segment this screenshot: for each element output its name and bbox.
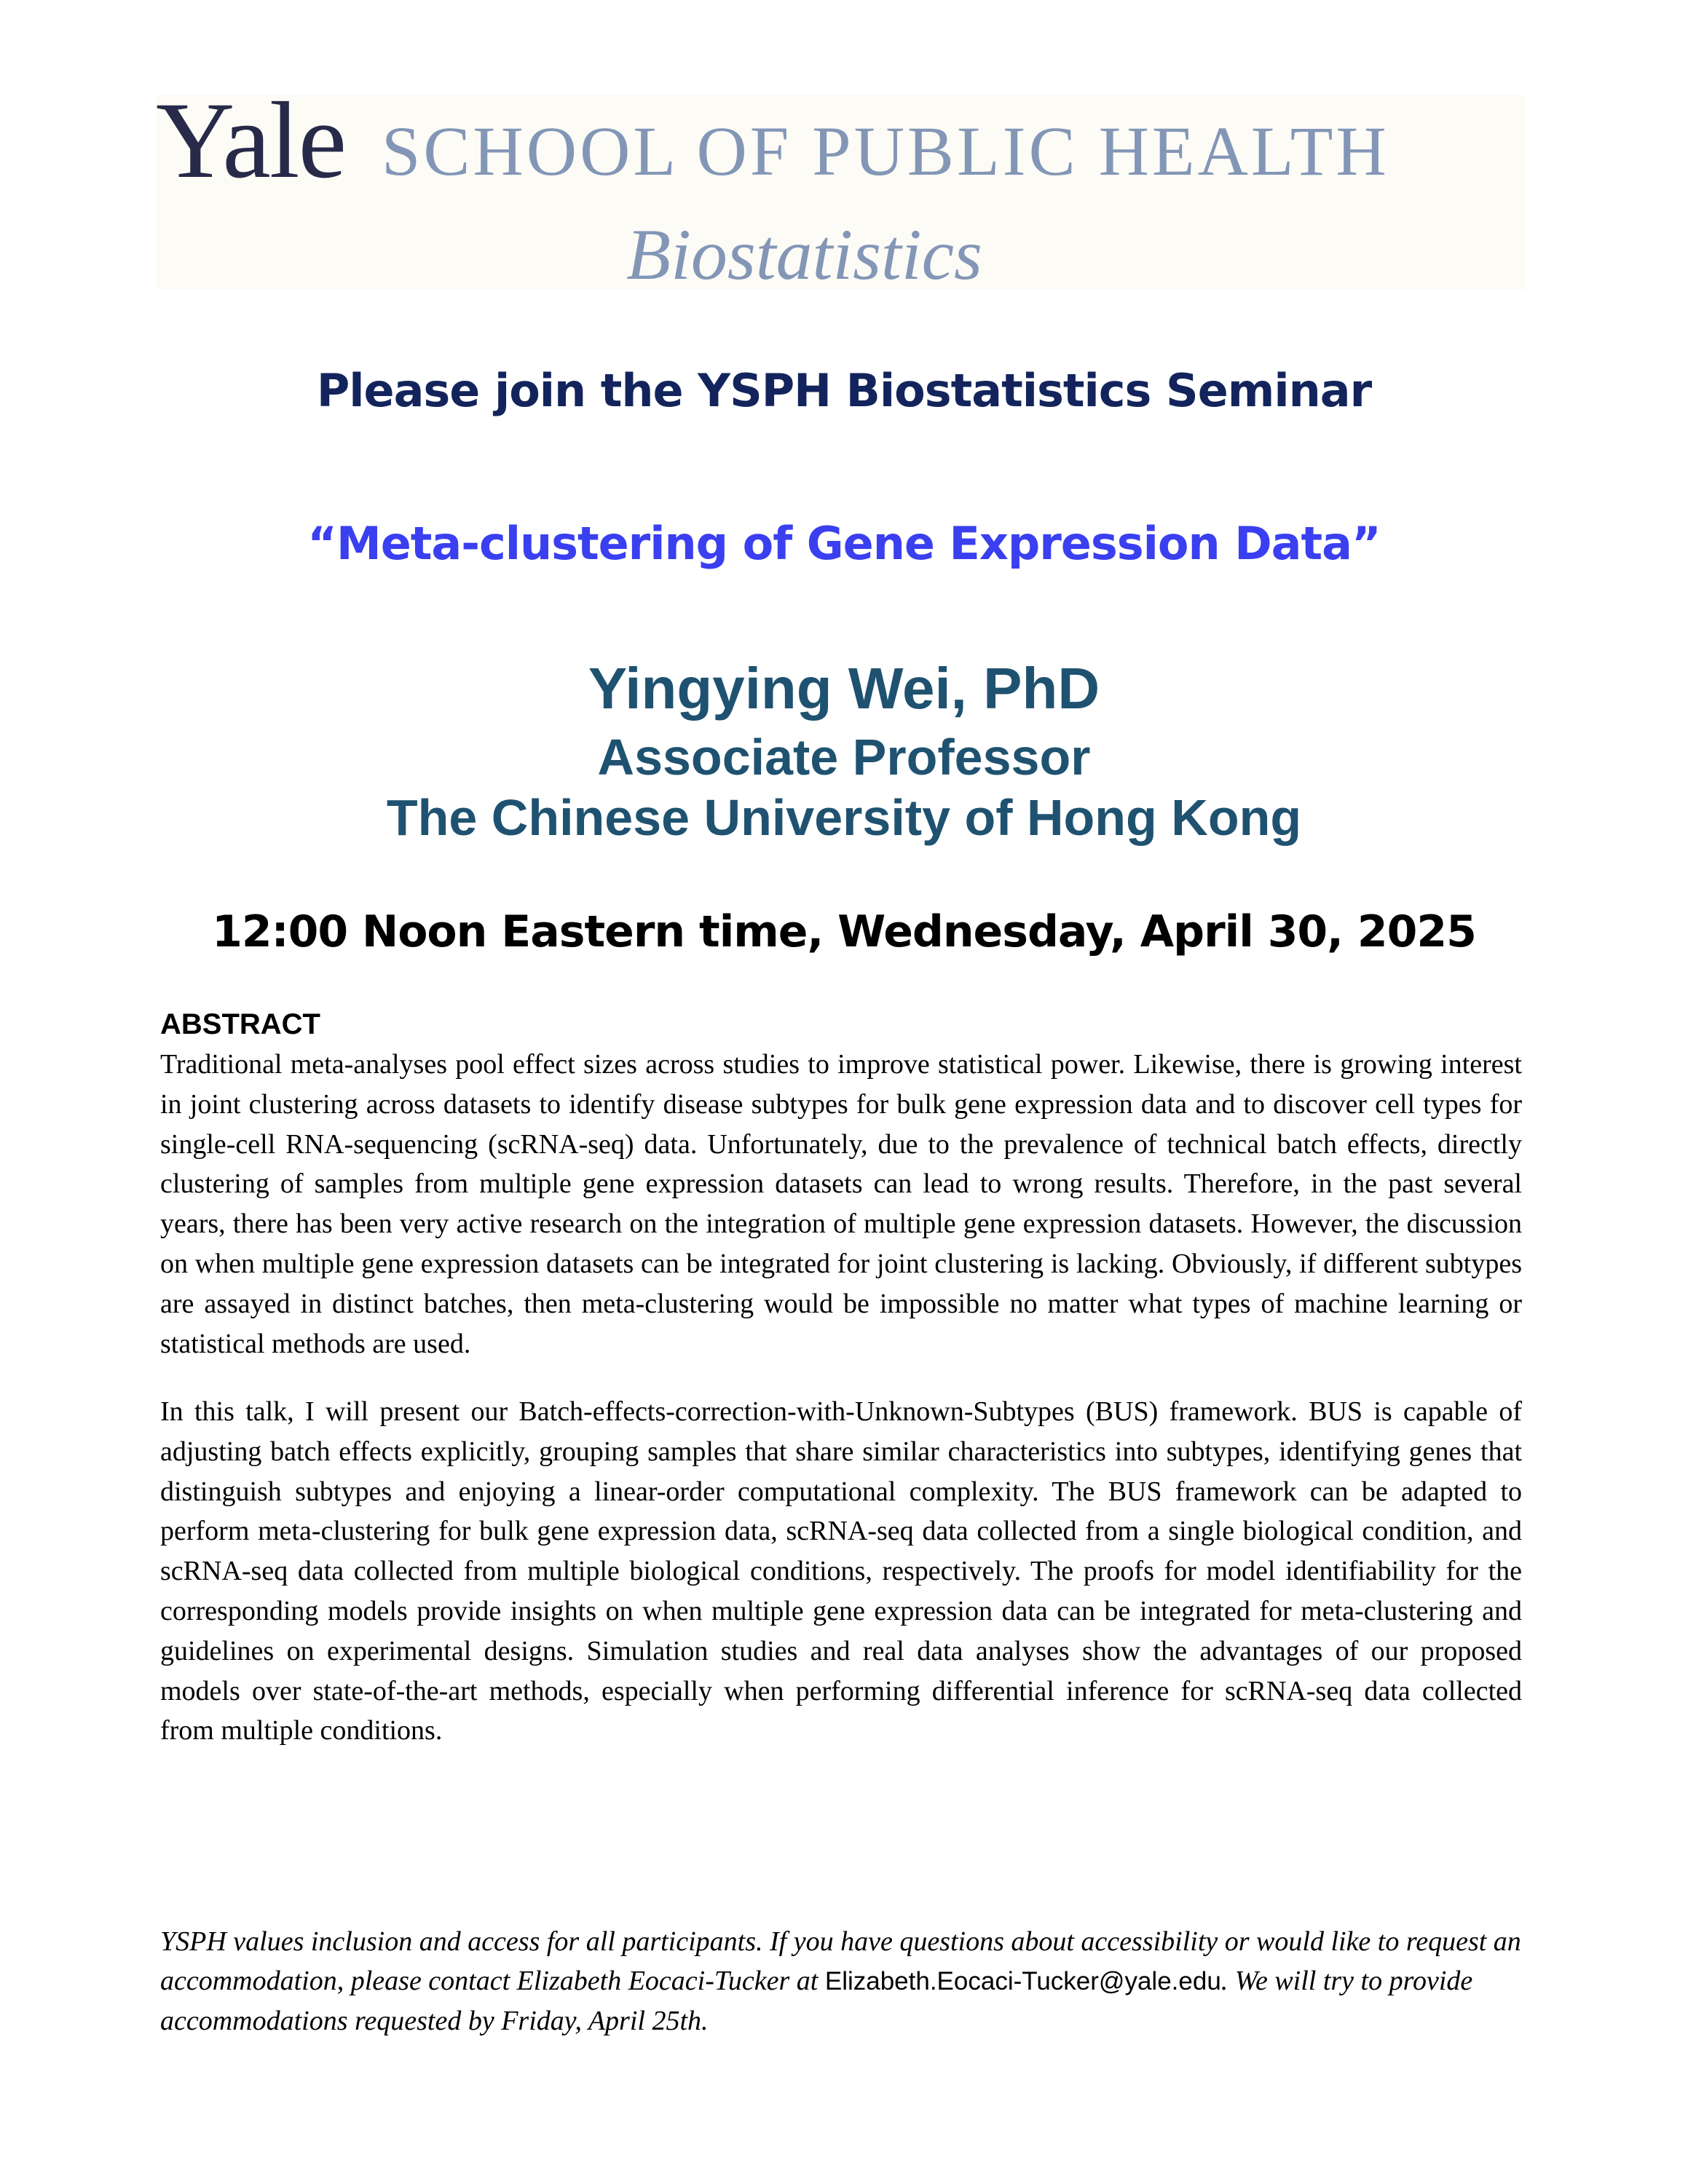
seminar-invitation: Please join the YSPH Biostatistics Seminar: [316, 364, 1372, 417]
abstract-heading: ABSTRACT: [160, 1008, 320, 1040]
speaker-name: Yingying Wei, PhD: [588, 656, 1100, 721]
accessibility-text: YSPH values inclusion and access for all participants. If you have questions about accessibility or would like to request an accommodation, please contact Elizabeth Eocaci-Tucker at: [160, 1926, 1521, 1996]
abstract-paragraph: In this talk, I will present our Batch-effects-correction-with-Unknown-Subtypes (BUS) framework. BUS is capable of adjusting batch effects explicitly, grouping samples that share similar characteristics into subtypes, identifying genes that distinguish subtypes and enjoying a linear-order computational complexity. The BUS framework can be adapted to perform meta-clustering for bulk gene expression data, scRNA-seq data collected from a single biological condition, and scRNA-seq data collected from multiple biological conditions, respectively. The proofs for model identifiability for the corresponding models provide insights on when multiple gene expression data can be integrated for meta-clustering and guidelines on experimental designs. Simulation studies and real data analyses show the advantages of our proposed models over state-of-the-art methods, especially when performing differential inference for scRNA-seq data collected from multiple conditions.: [160, 1396, 1522, 1746]
school-name: SCHOOL OF PUBLIC HEALTH: [382, 112, 1389, 190]
speaker-affiliation: The Chinese University of Hong Kong: [386, 789, 1302, 846]
accessibility-note: [160, 1922, 1529, 2041]
department-name: Biostatistics: [626, 214, 982, 295]
contact-email-link[interactable]: Elizabeth.Eocaci-Tucker@yale.edu: [824, 1967, 1221, 1995]
event-datetime: 12:00 Noon Eastern time, Wednesday, April 30, 2025: [212, 906, 1476, 957]
talk-title: “Meta-clustering of Gene Expression Data”: [307, 517, 1381, 570]
abstract-paragraph: Traditional meta-analyses pool effect sizes across studies to improve statistical power. Likewise, there is growing interest in joint clustering across datasets to identify disease subtypes for bulk gene expression data and to discover cell types for single-cell RNA-sequencing (scRNA-seq) data. Unfortunately, due to the prevalence of technical batch effects, directly clustering of samples from multiple gene expression datasets can lead to wrong results. Therefore, in the past several years, there has been very active research on the integration of multiple gene expression datasets. However, the discussion on when multiple gene expression datasets can be integrated for joint clustering is lacking. Obviously, if different subtypes are assayed in distinct batches, then meta-clustering would be impossible no matter what types of machine learning or statistical methods are used.: [160, 1049, 1522, 1359]
yale-wordmark: Yale: [156, 80, 346, 201]
accessibility-text-end: . We will try to provide accommodations requested by Friday, April 25th.: [160, 1966, 1473, 2036]
speaker-position: Associate Professor: [597, 729, 1091, 786]
